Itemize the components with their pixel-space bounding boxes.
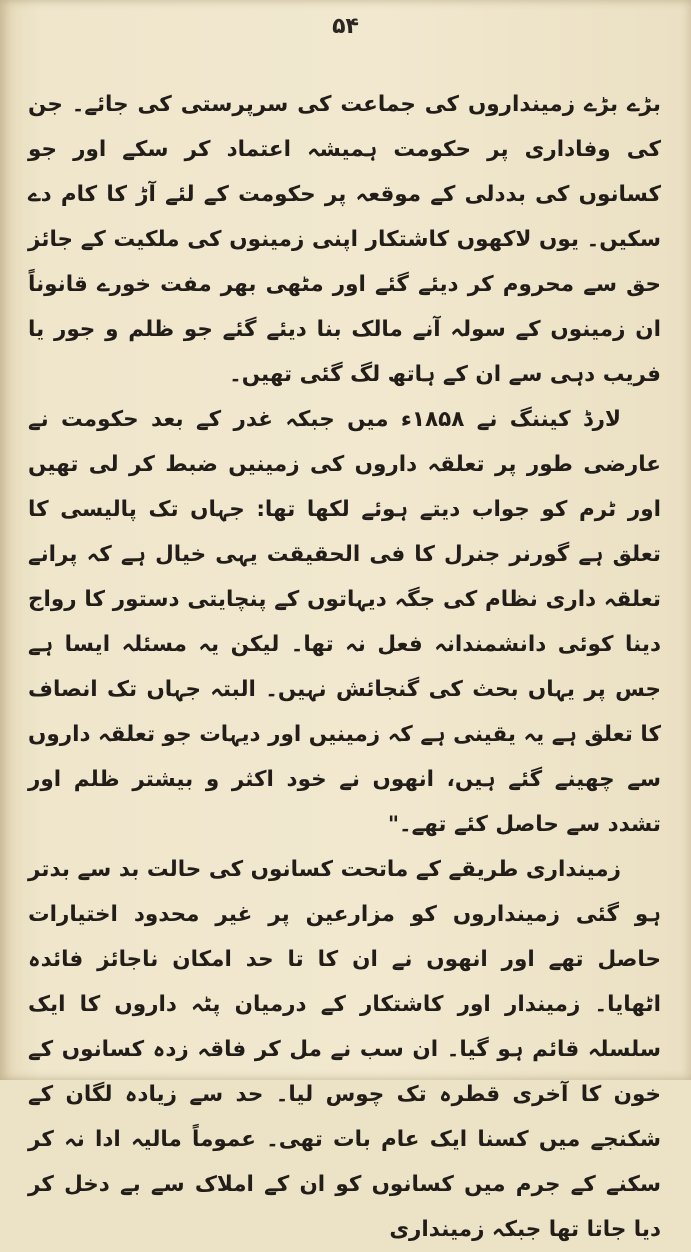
page-number: ۵۴ — [332, 14, 359, 39]
paragraph-3: زمینداری طریقے کے ماتحت کسانوں کی حالت بد سے بدتر ہو گئی زمینداروں کو مزارعین پر غیر محدود اختیارات حاصل تھے اور انھوں نے ان کا تا حد امکان ناجائز فائدہ اٹھایا۔ زمیندار اور کاشتکار کے درمیان پٹہ داروں کا ایک سلسلہ قائم ہو گیا۔ ان سب نے مل کر فاقہ زدہ کسانوں کے خون کا آخری قطرہ تک چوس لیا۔ حد سے زیادہ لگان کے شکنجے میں کسنا ایک عام بات تھی۔ عموماً مالیہ ادا نہ کر سکنے کے جرم میں کسانوں کو ان کے املاک سے بے دخل کر دیا جاتا تھا جبکہ زمینداری — [28, 857, 661, 1242]
paragraph-1: بڑے بڑے زمینداروں کی جماعت کی سرپرستی کی جائے۔ جن کی وفاداری پر حکومت ہمیشہ اعتماد کر سکے اور جو کسانوں کی بددلی کے موقعہ پر حکومت کے لئے آڑ کا کام دے سکیں۔ یوں لاکھوں کاشتکار اپنی زمینوں کی ملکیت کے جائز حق سے محروم کر دیئے گئے اور مٹھی بھر مفت خورے قانوناً ان زمینوں کے سولہ آنے مالک بنا دیئے گئے جو ظلم و جور یا فریب دہی سے ان کے ہاتھ لگ گئی تھیں۔ — [28, 92, 661, 387]
text-body — [28, 82, 661, 1242]
paragraph-2: لارڈ کیننگ نے ۱۸۵۸ء میں جبکہ غدر کے بعد حکومت نے عارضی طور پر تعلقہ داروں کی زمینیں ضبط کر لی تھیں اور ٹرم کو جواب دیتے ہوئے لکھا تھا: جہاں تک پالیسی کا تعلق ہے گورنر جنرل کا فی الحقیقت یہی خیال ہے کہ پرانے تعلقہ داری نظام کی جگہ دیہاتوں کے پنچایتی دستور کا رواج دینا کوئی دانشمندانہ فعل نہ تھا۔ لیکن یہ مسئلہ ایسا ہے جس پر یہاں بحث کی گنجائش نہیں۔ البتہ جہاں تک انصاف کا تعلق ہے یہ یقینی ہے کہ زمینیں اور دیہات جو تعلقہ داروں سے چھینے گئے ہیں، انھوں نے خود اکثر و بیشتر ظلم اور تشدد سے حاصل کئے تھے۔" — [28, 407, 661, 837]
